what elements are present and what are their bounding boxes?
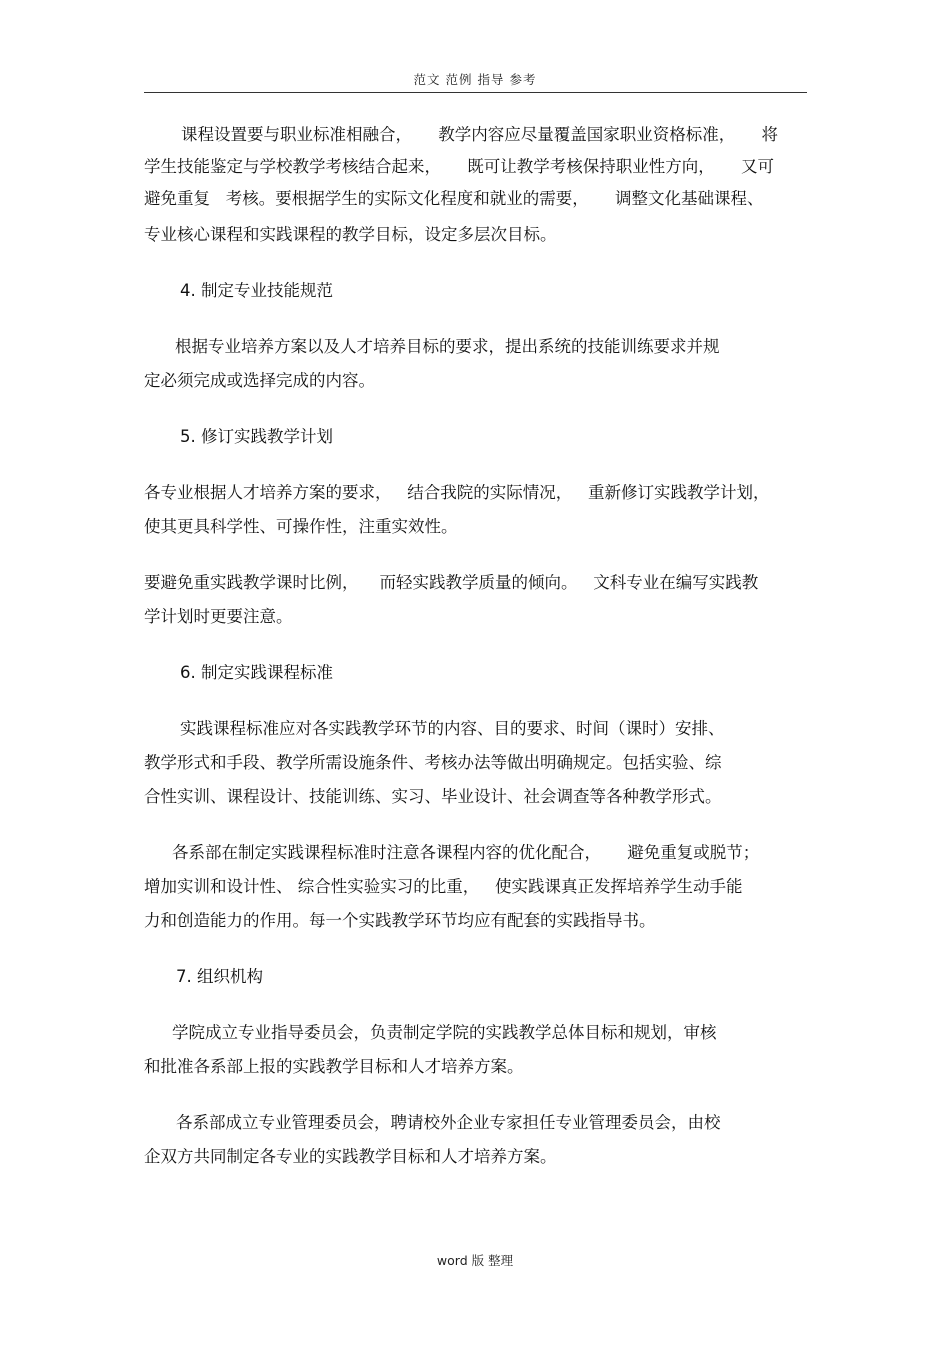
body-text-line: 和批准各系部上报的实践教学目标和人才培养方案。: [144, 1057, 524, 1076]
header-divider: [144, 92, 807, 93]
body-text-line: 避免重复 考核。要根据学生的实际文化程度和就业的需要， 调整文化基础课程、: [144, 189, 764, 208]
section-heading: 5. 修订实践教学计划: [180, 427, 333, 446]
section-heading: 6. 制定实践课程标准: [180, 663, 333, 682]
body-text-line: 专业核心课程和实践课程的教学目标，设定多层次目标。: [144, 225, 557, 244]
body-text-line: 要避免重实践教学课时比例， 而轻实践教学质量的倾向。 文科专业在编写实践教: [144, 573, 759, 592]
body-text-line: 实践课程标准应对各实践教学环节的内容、目的要求、时间（课时）安排、: [180, 719, 725, 738]
body-text-line: 企双方共同制定各专业的实践教学目标和人才培养方案。: [144, 1147, 557, 1166]
page-header: 范文 范例 指导 参考: [413, 72, 537, 87]
body-text-line: 学生技能鉴定与学校教学考核结合起来， 既可让教学考核保持职业性方向， 又可: [144, 157, 774, 176]
body-text-line: 各专业根据人才培养方案的要求， 结合我院的实际情况， 重新修订实践教学计划，: [144, 483, 770, 502]
page-footer: word 版 整理: [436, 1253, 514, 1268]
body-text-line: 学计划时更要注意。: [144, 607, 293, 626]
body-text-line: 使其更具科学性、可操作性，注重实效性。: [144, 517, 458, 536]
body-text-line: 合性实训、课程设计、技能训练、实习、毕业设计、社会调查等各种教学形式。: [144, 787, 722, 806]
section-heading: 7. 组织机构: [176, 967, 263, 986]
body-text-line: 各系部成立专业管理委员会，聘请校外企业专家担任专业管理委员会，由校: [176, 1113, 721, 1132]
section-heading: 4. 制定专业技能规范: [180, 281, 333, 300]
body-text-line: 增加实训和设计性、 综合性实验实习的比重， 使实践课真正发挥培养学生动手能: [144, 877, 743, 896]
body-text-line: 学院成立专业指导委员会，负责制定学院的实践教学总体目标和规划，审核: [172, 1023, 717, 1042]
body-text-line: 力和创造能力的作用。每一个实践教学环节均应有配套的实践指导书。: [144, 911, 656, 930]
body-text-line: 根据专业培养方案以及人才培养目标的要求，提出系统的技能训练要求并规: [175, 337, 720, 356]
body-text-line: 教学形式和手段、教学所需设施条件、考核办法等做出明确规定。包括实验、综: [144, 753, 722, 772]
body-text-line: 课程设置要与职业标准相融合， 教学内容应尽量覆盖国家职业资格标准， 将: [181, 125, 778, 144]
body-text-line: 各系部在制定实践课程标准时注意各课程内容的优化配合， 避免重复或脱节；: [172, 843, 760, 862]
body-text-line: 定必须完成或选择完成的内容。: [144, 371, 375, 390]
